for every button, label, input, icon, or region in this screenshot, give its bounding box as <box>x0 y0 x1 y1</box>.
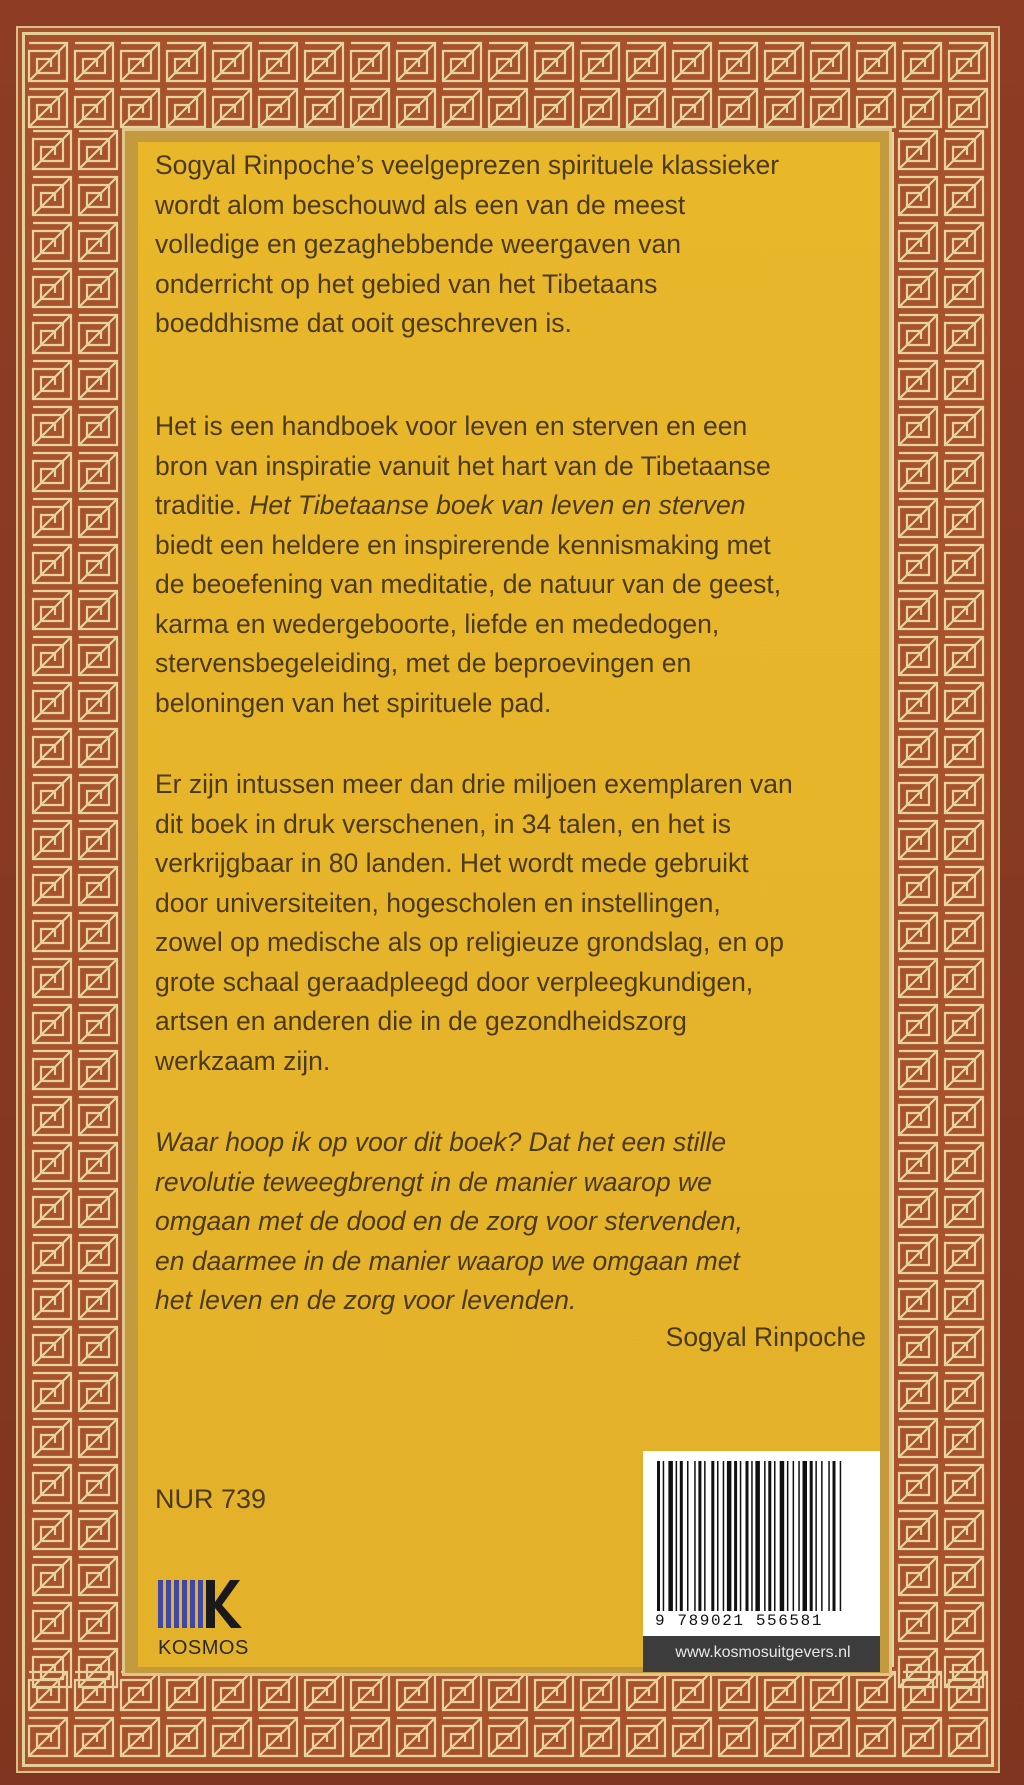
text-line: Er zijn intussen meer dan drie miljoen exemplaren van <box>155 769 793 799</box>
barcode-bars <box>643 1451 880 1611</box>
quote-line: revolutie teweegbrengt in de manier waarop we <box>155 1166 712 1197</box>
quote-line: het leven en de zorg voor levenden. <box>155 1285 577 1315</box>
quote-block <box>155 1123 875 1321</box>
quote-line: en daarmee in de manier waarop we omgaan met <box>155 1245 740 1276</box>
text-fragment: traditie. <box>155 490 250 520</box>
text-line: artsen en anderen die in de gezondheidszorg <box>155 1006 687 1036</box>
text-line: wordt alom beschouwd als een van de meest <box>155 189 686 220</box>
text-line: beloningen van het spirituele pad. <box>155 687 552 718</box>
text-line: boeddhisme dat ooit geschreven is. <box>155 308 572 338</box>
publisher-url: www.kosmosuitgevers.nl <box>675 1644 851 1661</box>
text-line: Het is een handboek voor leven en sterven en een <box>155 411 748 441</box>
text-line: Sogyal Rinpoche’s veelgeprezen spirituele klassieker <box>155 150 780 180</box>
kosmos-logo-icon <box>158 1580 258 1640</box>
text-line: zowel op medische als op religieuze grondslag, en op <box>155 927 785 957</box>
paragraph-handbook <box>155 407 875 723</box>
text-line: bron van inspiratie vanuit het hart van de Tibetaanse <box>155 450 771 481</box>
text-line: de beoefening van meditatie, de natuur van de geest, <box>155 569 782 599</box>
paragraph-editions <box>155 765 875 1081</box>
quote-author: Sogyal Rinpoche <box>665 1322 866 1352</box>
text-line: door universiteiten, hogescholen en instellingen, <box>155 887 721 918</box>
text-line: stervensbegeleiding, met de beproevingen en <box>155 648 692 678</box>
quote-line: omgaan met de dood en de zorg voor stervenden, <box>155 1206 743 1236</box>
text-line: karma en wedergeboorte, liefde en mededogen, <box>155 608 720 639</box>
quote-line: Waar hoop ik op voor dit boek? Dat het een stille <box>155 1127 727 1157</box>
text-line: verkrijgbaar in 80 landen. Het wordt mede gebruikt <box>155 848 749 878</box>
book-title: Het Tibetaanse boek van leven en sterven <box>249 490 746 520</box>
text-line: werkzaam zijn. <box>155 1045 331 1076</box>
text-line <box>155 486 875 526</box>
paragraph-intro <box>155 146 875 344</box>
text-line: volledige en gezaghebbende weergaven van <box>155 229 682 259</box>
publisher-name: KOSMOS <box>158 1637 249 1659</box>
text-line: grote schaal geraadpleegd door verpleegkundigen, <box>155 966 754 997</box>
text-line: dit boek in druk verschenen, in 34 talen, en het is <box>155 808 731 839</box>
isbn-number: 9 789021 556581 <box>655 1612 824 1630</box>
nur-code: NUR 739 <box>155 1484 267 1514</box>
text-line: onderricht op het gebied van het Tibetaans <box>155 268 658 299</box>
barcode <box>643 1451 880 1636</box>
text-line: biedt een heldere en inspirerende kennismaking met <box>155 529 771 560</box>
